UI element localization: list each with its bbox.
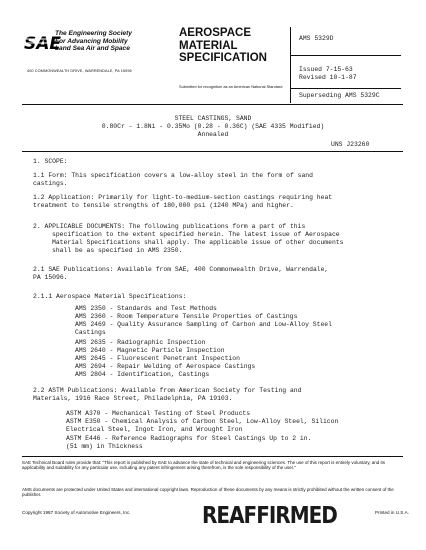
spec-composition: 0.80Cr - 1.8Ni - 0.35Mo (0.28 - 0.36C) (SAE 4335 Modified) — [101, 123, 325, 130]
sae-logo — [24, 28, 62, 54]
tagline-line-3: Land Sea Air and Space — [55, 45, 130, 53]
sae-address: 400 COMMONWEALTH DRIVE, WARRENDALE, PA 15096 — [27, 69, 132, 73]
body-line: AMS 2804 - Identification, Castings — [75, 371, 210, 378]
document-title — [179, 27, 267, 65]
title-line-1: AEROSPACE — [179, 27, 251, 39]
body-line: castings. — [33, 180, 68, 187]
copyright-notice: AMS documents are protected under United States and international copyright laws. Reproduction of these documents by any means is strictly prohibited without the written consent of the publisher. — [22, 487, 394, 498]
body-line: Material Specifications shall apply. The applicable issue of other documents — [52, 239, 344, 246]
body-line: 1.1 Form: This specification covers a low-alloy steel in the form of sand — [33, 172, 313, 179]
reaffirmed-stamp: REAFFIRMED — [202, 501, 337, 529]
header-rule-2 — [291, 88, 401, 89]
body-line: AMS 2645 - Fluorescent Penetrant Inspection — [75, 355, 240, 362]
issued-date: Issued 7-15-63 — [299, 66, 353, 73]
body-line: AMS 2635 - Radiographic Inspection — [75, 339, 206, 346]
header-bottom-rule — [22, 104, 403, 105]
body-line: PA 15096. — [33, 274, 68, 281]
body-line: Electrical Steel, Ingot Iron, and Wrought Iron — [66, 426, 243, 433]
tagline-line-2: For Advancing Mobility — [55, 37, 128, 45]
body-line: specification to the extent specified herein. The latest issue of Aerospace — [52, 231, 340, 238]
sae-tagline — [55, 30, 132, 53]
uns-number: UNS J23260 — [331, 141, 370, 148]
body-line: treatment to tensile strengths of 180,000 psi (1240 MPa) and higher. — [33, 202, 294, 209]
body-line: AMS 2360 - Room Temperature Tensile Properties of Castings — [75, 313, 298, 320]
issue-dates — [299, 66, 357, 82]
header-divider-vertical — [290, 27, 291, 103]
body-line: AMS 2469 - Quality Assurance Sampling of Carbon and Low-Alloy Steel — [75, 321, 332, 328]
body-line: 1.2 Application: Primarily for light-to-medium-section castings requiring heat — [33, 194, 333, 201]
footer-rule — [22, 456, 403, 457]
body-line: 2.2 ASTM Publications: Available from American Society for Testing and — [33, 387, 302, 394]
title-bottom-rule — [22, 151, 403, 152]
superseding: Superseding AMS 5329C — [299, 92, 380, 99]
body-line: 2.1 SAE Publications: Available from SAE, 400 Commonwealth Drive, Warrendale, — [33, 266, 329, 273]
body-line: Materials, 1916 Race Street, Philadelphia, PA 19103. — [33, 395, 233, 402]
body-line: ASTM A370 - Mechanical Testing of Steel Products — [66, 410, 251, 417]
body-line: shall be as specified in AMS 2350. — [52, 247, 183, 254]
body-line: 2. APPLICABLE DOCUMENTS: The following publications form a part of this — [33, 223, 306, 230]
body-line: AMS 2350 - Standards and Test Methods — [75, 305, 217, 312]
body-line: AMS 2640 - Magnetic Particle Inspection — [75, 347, 225, 354]
sae-logo-text: SAE — [24, 34, 62, 54]
body-line: ASTM E446 - Reference Radiographs for Steel Castings Up to 2 in. — [66, 435, 312, 442]
title-line-3: SPECIFICATION — [179, 52, 267, 64]
printed-in: Printed in U.S.A. — [375, 510, 409, 515]
header-rule-1 — [291, 55, 401, 56]
body-line: Castings — [75, 329, 106, 336]
title-line-2: MATERIAL — [179, 39, 238, 52]
body-line: (51 mm) in Thickness — [66, 443, 143, 450]
body-line: AMS 2694 - Repair Welding of Aerospace Castings — [75, 363, 256, 370]
revised-date: Revised 10-1-87 — [299, 74, 357, 81]
tagline-line-1: The Engineering Society — [55, 30, 132, 37]
ams-number: AMS 5329D — [299, 35, 334, 42]
body-line: 1. SCOPE: — [33, 158, 68, 165]
spec-condition: Annealed — [197, 131, 229, 138]
technical-board-notice: SAE Technical Board rules provide that: "This report is published by SAE to advance the state of technical and engineering sciences. The use of this report is entirely voluntary, and its applicability and suitability for any particular use, including any patent infringement arising therefrom, is the sole responsibility of the user." — [22, 460, 386, 471]
body-line: 2.1.1 Aerospace Material Specifications: — [33, 293, 187, 300]
ansi-note: Submitted for recognition as an American National Standard — [179, 84, 283, 89]
body-line: ASTM E350 - Chemical Analysis of Carbon Steel, Low-Alloy Steel, Silicon — [66, 418, 339, 425]
copyright: Copyright 1987 Society of Automotive Engineers, Inc. — [22, 510, 131, 515]
spec-title: STEEL CASTINGS, SAND — [174, 115, 252, 122]
